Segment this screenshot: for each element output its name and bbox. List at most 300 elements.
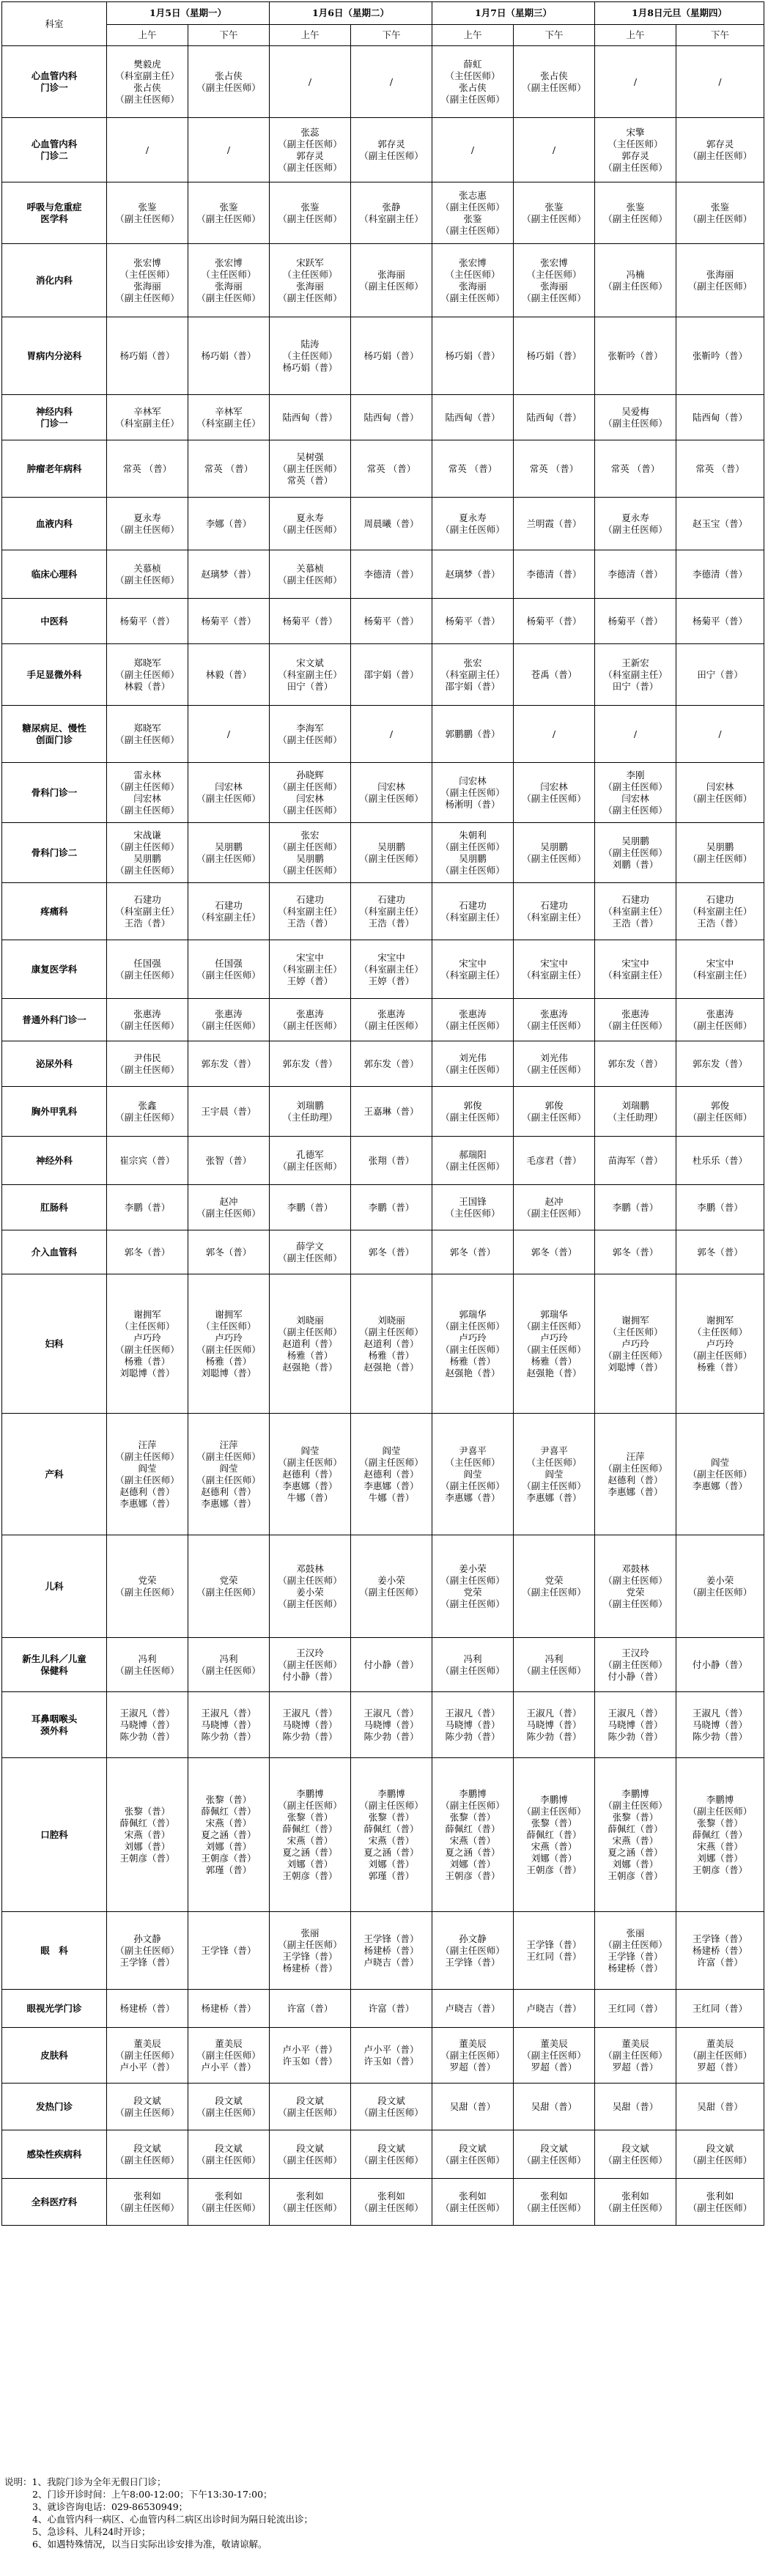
doctor-entry: （副主任医师） — [603, 2154, 668, 2166]
pm-doctor-cell — [676, 1535, 764, 1638]
doctor-entry: （副主任医师） — [603, 846, 668, 858]
pm-doctor-cell — [676, 1990, 764, 2028]
doctor-entry: 刘聪博（普） — [608, 1361, 663, 1373]
am-doctor-cell — [270, 1990, 351, 2028]
doctor-entry: （副主任医师） — [196, 2154, 261, 2166]
doctor-entry: 陈少勃（普） — [363, 1730, 419, 1742]
doctor-entry: 吴甜（普） — [449, 2100, 496, 2112]
doctor-entry: 姜小荣 — [459, 1562, 487, 1574]
pm-doctor-cell — [188, 1692, 270, 1758]
doctor-entry: 马晓博（普） — [282, 1719, 338, 1730]
doctor-entry: （副主任医师） — [115, 523, 180, 535]
schedule-row — [2, 1230, 764, 1274]
doctor-entry: 刘娜（普） — [449, 1858, 496, 1870]
am-doctor-cell — [432, 706, 514, 763]
doctor-entry: 闫宏林 — [459, 775, 487, 786]
doctor-entry: 张黎（普） — [287, 1811, 333, 1823]
doctor-entry: 杨雅（普） — [697, 1361, 743, 1373]
doctor-entry: 王红同（普） — [692, 2002, 747, 2014]
doctor-entry: （副主任医师） — [687, 2154, 753, 2166]
notes-line: 3、就诊咨询电话：029-86530949； — [32, 2501, 188, 2512]
doctor-entry: （副主任医师） — [196, 1474, 261, 1486]
pm-doctor-cell — [188, 1912, 270, 1990]
notes-line: 5、急诊科、儿科24时开诊； — [32, 2526, 151, 2537]
department-name-line: 发热门诊 — [35, 2100, 73, 2112]
doctor-entry: 宋宝中 — [459, 957, 487, 969]
pm-doctor-cell — [676, 1137, 764, 1185]
doctor-entry: 张鉴 — [219, 201, 238, 213]
doctor-entry: （副主任医师） — [522, 1664, 586, 1676]
doctor-entry: （副主任医师） — [278, 462, 342, 474]
doctor-entry: 田宁（普） — [612, 680, 659, 692]
doctor-entry: 邓鼓林 — [296, 1562, 324, 1574]
pm-doctor-cell — [676, 999, 764, 1041]
doctor-entry: （科室副主任） — [115, 905, 180, 917]
doctor-entry: （副主任医师） — [278, 2154, 342, 2166]
pm-doctor-cell — [351, 244, 432, 317]
doctor-entry: 王淑凡（普） — [119, 1707, 175, 1719]
doctor-entry: 孔德军 — [296, 1148, 324, 1160]
am-doctor-cell — [595, 244, 676, 317]
pm-doctor-cell — [676, 244, 764, 317]
doctor-entry: 阎莹 — [463, 1468, 482, 1480]
am-doctor-cell — [432, 2179, 514, 2226]
doctor-entry: 郭俊 — [544, 1099, 564, 1111]
am-doctor-cell — [270, 1137, 351, 1185]
doctor-entry: （副主任医师） — [115, 804, 180, 816]
doctor-entry: 张占侠 — [540, 70, 568, 81]
department-name — [2, 599, 107, 644]
doctor-entry: 王朝彦（普） — [201, 1852, 256, 1864]
doctor-entry: 许玉如（普） — [363, 2055, 419, 2067]
doctor-entry: （副主任医师） — [522, 81, 586, 93]
doctor-entry: 杨雅（普） — [368, 1349, 415, 1361]
doctor-entry: 董美辰 — [540, 2037, 568, 2049]
doctor-entry: 王学锋（普） — [608, 1950, 663, 1962]
pm-doctor-cell — [351, 940, 432, 999]
doctor-entry: 田宁（普） — [697, 668, 743, 680]
doctor-entry: （副主任医师） — [115, 668, 180, 680]
am-doctor-cell — [107, 440, 188, 498]
pm-doctor-cell — [351, 999, 432, 1041]
doctor-entry: 马晓博（普） — [363, 1719, 419, 1730]
doctor-entry: （副主任医师） — [196, 213, 261, 224]
doctor-entry: （副主任医师） — [115, 1586, 180, 1598]
doctor-entry: （副主任医师） — [278, 804, 342, 816]
doctor-entry: （副主任医师） — [440, 1598, 505, 1609]
department-name-line: 口腔科 — [40, 1828, 68, 1840]
schedule-row — [2, 1990, 764, 2028]
doctor-entry: 赵冲 — [544, 1195, 564, 1207]
doctor-entry: 闫宏林 — [621, 792, 649, 804]
doctor-entry: 薛虹 — [463, 58, 482, 70]
doctor-entry: （副主任医师） — [440, 1160, 505, 1172]
doctor-entry: 杨建桥（普） — [201, 2002, 256, 2014]
doctor-entry: （主任医师） — [526, 268, 582, 280]
doctor-entry: 宋宝中 — [377, 951, 405, 963]
am-doctor-cell — [432, 498, 514, 550]
doctor-entry: （副主任医师） — [115, 780, 180, 792]
doctor-entry: （副主任医师） — [115, 2106, 180, 2118]
am-doctor-cell — [595, 706, 676, 763]
pm-doctor-cell — [351, 440, 432, 498]
doctor-entry: 张惠涛 — [133, 1008, 161, 1019]
doctor-entry: 王朝彦（普） — [692, 1864, 747, 1875]
doctor-entry: 赵道利（普） — [282, 1337, 338, 1349]
doctor-entry: （副主任医师） — [687, 1805, 753, 1817]
pm-doctor-cell — [514, 395, 595, 440]
doctor-entry: 张利如 — [296, 2190, 324, 2202]
doctor-entry: （主任助理） — [608, 1111, 663, 1123]
am-doctor-cell — [270, 440, 351, 498]
pm-doctor-cell — [514, 1137, 595, 1185]
doctor-entry: 李惠娜（普） — [363, 1480, 419, 1491]
doctor-entry: （科室副主任） — [278, 668, 342, 680]
doctor-entry: 马晓博（普） — [119, 1719, 175, 1730]
am-doctor-cell — [595, 1185, 676, 1230]
department-name-line: 颈外科 — [40, 1724, 68, 1736]
doctor-entry: （主任医师） — [608, 1326, 663, 1337]
doctor-entry: 李刚 — [626, 769, 645, 780]
doctor-entry: 姜小荣 — [296, 1586, 324, 1598]
am-doctor-cell — [270, 1185, 351, 1230]
doctor-entry: （副主任医师） — [440, 1111, 505, 1123]
pm-doctor-cell — [514, 1912, 595, 1990]
am-doctor-cell — [107, 1414, 188, 1535]
doctor-entry: 李惠娜（普） — [201, 1497, 256, 1509]
doctor-entry: 杨雅（普） — [205, 1355, 252, 1367]
doctor-entry: 赵强艳（普） — [363, 1361, 419, 1373]
doctor-entry: 李惠娜（普） — [692, 1480, 747, 1491]
am-doctor-cell — [270, 2179, 351, 2226]
department-name-line: 全科医疗科 — [31, 2196, 78, 2207]
doctor-entry: 张占侠 — [459, 81, 487, 93]
doctor-entry: / — [226, 144, 231, 155]
pm-doctor-cell — [514, 550, 595, 599]
department-name — [2, 883, 107, 940]
doctor-entry: （副主任医师） — [359, 1799, 424, 1811]
am-doctor-cell — [595, 2179, 676, 2226]
pm-doctor-cell — [514, 940, 595, 999]
department-name — [2, 1912, 107, 1990]
doctor-entry: 阎莹 — [544, 1468, 564, 1480]
doctor-entry: 张惠涛 — [215, 1008, 243, 1019]
doctor-entry: （副主任医师） — [359, 1326, 424, 1337]
doctor-entry: 阎莹 — [710, 1456, 729, 1468]
doctor-entry: 杨雅（普） — [124, 1355, 171, 1367]
am-header: 上午 — [595, 25, 676, 46]
doctor-entry: 付小静（普） — [282, 1670, 338, 1682]
schedule-row — [2, 1692, 764, 1758]
doctor-entry: （科室副主任） — [359, 963, 424, 975]
pm-doctor-cell — [188, 395, 270, 440]
pm-doctor-cell — [188, 1990, 270, 2028]
pm-doctor-cell — [351, 1137, 432, 1185]
doctor-entry: 杨雅（普） — [287, 1349, 333, 1361]
doctor-entry: 张利如 — [540, 2190, 568, 2202]
schedule-row — [2, 644, 764, 706]
doctor-entry: 郭冬（普） — [205, 1246, 252, 1258]
doctor-entry: 宋文斌 — [296, 657, 324, 668]
pm-doctor-cell — [351, 706, 432, 763]
am-doctor-cell — [270, 550, 351, 599]
pm-doctor-cell — [351, 1535, 432, 1638]
pm-doctor-cell — [351, 1274, 432, 1414]
am-doctor-cell — [107, 46, 188, 118]
pm-doctor-cell — [514, 1758, 595, 1912]
am-doctor-cell — [270, 244, 351, 317]
doctor-entry: （主任助理） — [282, 1111, 338, 1123]
doctor-entry: （副主任医师） — [522, 792, 586, 804]
doctor-entry: （副主任医师） — [359, 1019, 424, 1031]
am-doctor-cell — [107, 1692, 188, 1758]
doctor-entry: 张惠涛 — [296, 1008, 324, 1019]
doctor-entry: 郭瑞华 — [459, 1308, 487, 1320]
doctor-entry: 宋宝中 — [621, 957, 649, 969]
schedule-row — [2, 823, 764, 883]
doctor-entry: 罗超（普） — [531, 2061, 577, 2073]
doctor-entry: 付小静（普） — [363, 1658, 419, 1670]
doctor-entry: （副主任医师） — [359, 2106, 424, 2118]
doctor-entry: 宋战谦 — [133, 829, 161, 841]
doctor-entry: 张黎（普） — [531, 1817, 577, 1828]
pm-doctor-cell — [676, 763, 764, 823]
notes-line: 4、心血管内科一病区、心血管内科二病区出诊时间为隔日轮流出诊； — [32, 2514, 313, 2525]
doctor-entry: 杨巧娟（普） — [201, 350, 256, 361]
doctor-entry: 李惠娜（普） — [119, 1497, 175, 1509]
doctor-entry: 杨菊平（普） — [445, 615, 501, 627]
doctor-entry: 汪萍 — [626, 1450, 645, 1462]
pm-doctor-cell — [514, 2028, 595, 2084]
am-doctor-cell — [595, 1414, 676, 1535]
doctor-entry: （副主任医师） — [522, 1586, 586, 1598]
pm-doctor-cell — [676, 440, 764, 498]
doctor-entry: 张鉴 — [710, 201, 729, 213]
pm-doctor-cell — [351, 1185, 432, 1230]
department-name — [2, 1185, 107, 1230]
doctor-entry: （副主任医师） — [278, 1658, 342, 1670]
pm-doctor-cell — [188, 1230, 270, 1274]
doctor-entry: 党荣 — [626, 1586, 645, 1598]
doctor-entry: 许富（普） — [368, 2002, 415, 2014]
doctor-entry: 刘光伟 — [459, 1052, 487, 1063]
department-name — [2, 823, 107, 883]
doctor-entry: 赵德利（普） — [363, 1468, 419, 1480]
doctor-entry: 卢小平（普） — [119, 2061, 175, 2073]
department-name-line: 神经内科 — [35, 405, 73, 417]
doctor-entry: 王朝彦（普） — [526, 1864, 582, 1875]
department-name — [2, 1990, 107, 2028]
pm-doctor-cell — [188, 883, 270, 940]
doctor-entry: / — [389, 75, 394, 87]
am-doctor-cell — [595, 550, 676, 599]
pm-doctor-cell — [676, 1758, 764, 1912]
doctor-entry: 王国锋 — [459, 1195, 487, 1207]
am-doctor-cell — [432, 244, 514, 317]
am-doctor-cell — [595, 182, 676, 244]
department-name — [2, 706, 107, 763]
schedule-row — [2, 440, 764, 498]
department-name-line: 门诊二 — [40, 150, 68, 161]
doctor-entry: 杨巧娟（普） — [526, 350, 582, 361]
doctor-entry: （副主任医师） — [603, 417, 668, 429]
department-name-line: 糖尿病足、慢性 — [22, 722, 86, 734]
doctor-entry: 宋燕（普） — [697, 1840, 743, 1852]
pm-doctor-cell — [676, 1414, 764, 1535]
doctor-entry: 李德清（普） — [363, 568, 419, 580]
doctor-entry: 杨雅（普） — [449, 1355, 496, 1367]
doctor-entry: 杨雅（普） — [531, 1355, 577, 1367]
doctor-entry: （副主任医师） — [278, 1456, 342, 1468]
schedule-row — [2, 2028, 764, 2084]
am-doctor-cell — [432, 46, 514, 118]
doctor-entry: 王朝彦（普） — [119, 1852, 175, 1864]
am-doctor-cell — [270, 823, 351, 883]
am-doctor-cell — [107, 2179, 188, 2226]
schedule-row — [2, 395, 764, 440]
doctor-entry: 张利如 — [706, 2190, 734, 2202]
doctor-entry: 刘娜（普） — [612, 1858, 659, 1870]
doctor-entry: 张惠涛 — [540, 1008, 568, 1019]
doctor-entry: 李鹏博 — [377, 1787, 405, 1799]
doctor-entry: （科室副主任） — [359, 213, 424, 224]
doctor-entry: 刘鹏（普） — [612, 858, 659, 870]
doctor-entry: 辛林军 — [215, 405, 243, 417]
schedule-row — [2, 940, 764, 999]
doctor-entry: 郭冬（普） — [531, 1246, 577, 1258]
doctor-entry: 张宏博 — [133, 257, 161, 268]
doctor-entry: 王淑凡（普） — [608, 1707, 663, 1719]
doctor-entry: 杨建桥（普） — [692, 1944, 747, 1956]
doctor-entry: 刘晓丽 — [296, 1314, 324, 1326]
pm-doctor-cell — [188, 182, 270, 244]
doctor-entry: 石建功 — [459, 899, 487, 911]
department-name-line: 普通外科门诊一 — [22, 1014, 86, 1025]
doctor-entry: （副主任医师） — [603, 1019, 668, 1031]
doctor-entry: 薛佩红（普） — [445, 1823, 501, 1834]
doctor-entry: （科室副主任） — [603, 668, 668, 680]
doctor-entry: 杨菊平（普） — [363, 615, 419, 627]
doctor-entry: 赵强艳（普） — [445, 1367, 501, 1379]
doctor-entry: 宋宝中 — [296, 951, 324, 963]
doctor-entry: 郭东发（普） — [201, 1058, 256, 1069]
pm-doctor-cell — [676, 1638, 764, 1692]
doctor-entry: 杨菊平（普） — [608, 615, 663, 627]
doctor-entry: （副主任医师） — [440, 2049, 505, 2061]
doctor-entry: 王红同（普） — [526, 1950, 582, 1962]
am-doctor-cell — [595, 1912, 676, 1990]
doctor-entry: （副主任医师） — [440, 224, 505, 236]
doctor-entry: （副主任医师） — [359, 852, 424, 864]
doctor-entry: 张黎（普） — [368, 1811, 415, 1823]
pm-doctor-cell — [514, 46, 595, 118]
doctor-entry: （副主任医师） — [196, 852, 261, 864]
schedule-row — [2, 763, 764, 823]
am-doctor-cell — [432, 599, 514, 644]
am-doctor-cell — [270, 1912, 351, 1990]
pm-doctor-cell — [188, 644, 270, 706]
doctor-entry: （副主任医师） — [278, 138, 342, 150]
doctor-entry: 王淑凡（普） — [526, 1707, 582, 1719]
am-doctor-cell — [270, 1230, 351, 1274]
department-name-line: 介入血管科 — [31, 1246, 78, 1258]
department-name — [2, 118, 107, 182]
am-doctor-cell — [270, 1041, 351, 1087]
doctor-entry: （副主任医师） — [687, 280, 753, 292]
pm-doctor-cell — [188, 1758, 270, 1912]
pm-doctor-cell — [514, 599, 595, 644]
doctor-entry: 闫宏林 — [215, 780, 243, 792]
doctor-entry: （副主任医师） — [115, 574, 180, 586]
doctor-entry: 夏永寿 — [621, 512, 649, 523]
am-doctor-cell — [107, 2028, 188, 2084]
doctor-entry: （科室副主任） — [440, 911, 505, 923]
doctor-entry: 常英 （普） — [204, 462, 254, 474]
doctor-entry: 陈少勃（普） — [692, 1730, 747, 1742]
doctor-entry: 张黎（普） — [449, 1811, 496, 1823]
doctor-entry: （副主任医师） — [603, 1938, 668, 1950]
department-name-line: 心血管内科 — [31, 70, 78, 81]
doctor-entry: 闫宏林 — [540, 780, 568, 792]
pm-doctor-cell — [351, 1041, 432, 1087]
doctor-entry: 吴朋鹏 — [621, 835, 649, 846]
doctor-entry: 姜小荣 — [377, 1574, 405, 1586]
doctor-entry: 杨建桥（普） — [119, 2002, 175, 2014]
pm-doctor-cell — [514, 1692, 595, 1758]
doctor-entry: （副主任医师） — [278, 161, 342, 173]
am-doctor-cell — [270, 763, 351, 823]
schedule-row — [2, 182, 764, 244]
pm-doctor-cell — [351, 182, 432, 244]
pm-doctor-cell — [676, 1087, 764, 1137]
doctor-entry: 张靳吟（普） — [608, 350, 663, 361]
doctor-entry: 赵道利（普） — [363, 1337, 419, 1349]
am-doctor-cell — [432, 1230, 514, 1274]
doctor-entry: 张鉴 — [300, 201, 320, 213]
am-doctor-cell — [432, 1414, 514, 1535]
schedule-row — [2, 1274, 764, 1414]
doctor-entry: 常英 （普） — [695, 462, 745, 474]
department-name-line: 新生儿科／儿童 — [22, 1653, 86, 1664]
am-doctor-cell — [595, 1137, 676, 1185]
pm-doctor-cell — [514, 644, 595, 706]
doctor-entry: （副主任医师） — [603, 780, 668, 792]
doctor-entry: 郭冬（普） — [449, 1246, 496, 1258]
doctor-entry: 尹喜平 — [540, 1444, 568, 1456]
doctor-entry: 闫宏林 — [706, 780, 734, 792]
half-day-header-row — [2, 25, 764, 46]
doctor-entry: 冯楠 — [626, 268, 645, 280]
doctor-entry: 石建功 — [377, 893, 405, 905]
am-doctor-cell — [270, 118, 351, 182]
doctor-entry: 赵德利（普） — [201, 1486, 256, 1497]
pm-doctor-cell — [351, 763, 432, 823]
doctor-entry: 石建功 — [540, 899, 568, 911]
pm-doctor-cell — [676, 182, 764, 244]
doctor-entry: （副主任医师） — [522, 292, 586, 303]
doctor-entry: 张黎（普） — [697, 1817, 743, 1828]
doctor-entry: 郭冬（普） — [697, 1246, 743, 1258]
doctor-entry: （副主任医师） — [115, 1664, 180, 1676]
doctor-entry: 卢巧玲 — [540, 1332, 568, 1343]
pm-doctor-cell — [188, 706, 270, 763]
doctor-entry: （副主任医师） — [440, 1019, 505, 1031]
am-doctor-cell — [432, 1137, 514, 1185]
doctor-entry: （副主任医师） — [278, 1252, 342, 1263]
doctor-entry: （副主任医师） — [115, 2154, 180, 2166]
doctor-entry: 卢巧玲 — [215, 1332, 243, 1343]
doctor-entry: 段文斌 — [706, 2142, 734, 2154]
